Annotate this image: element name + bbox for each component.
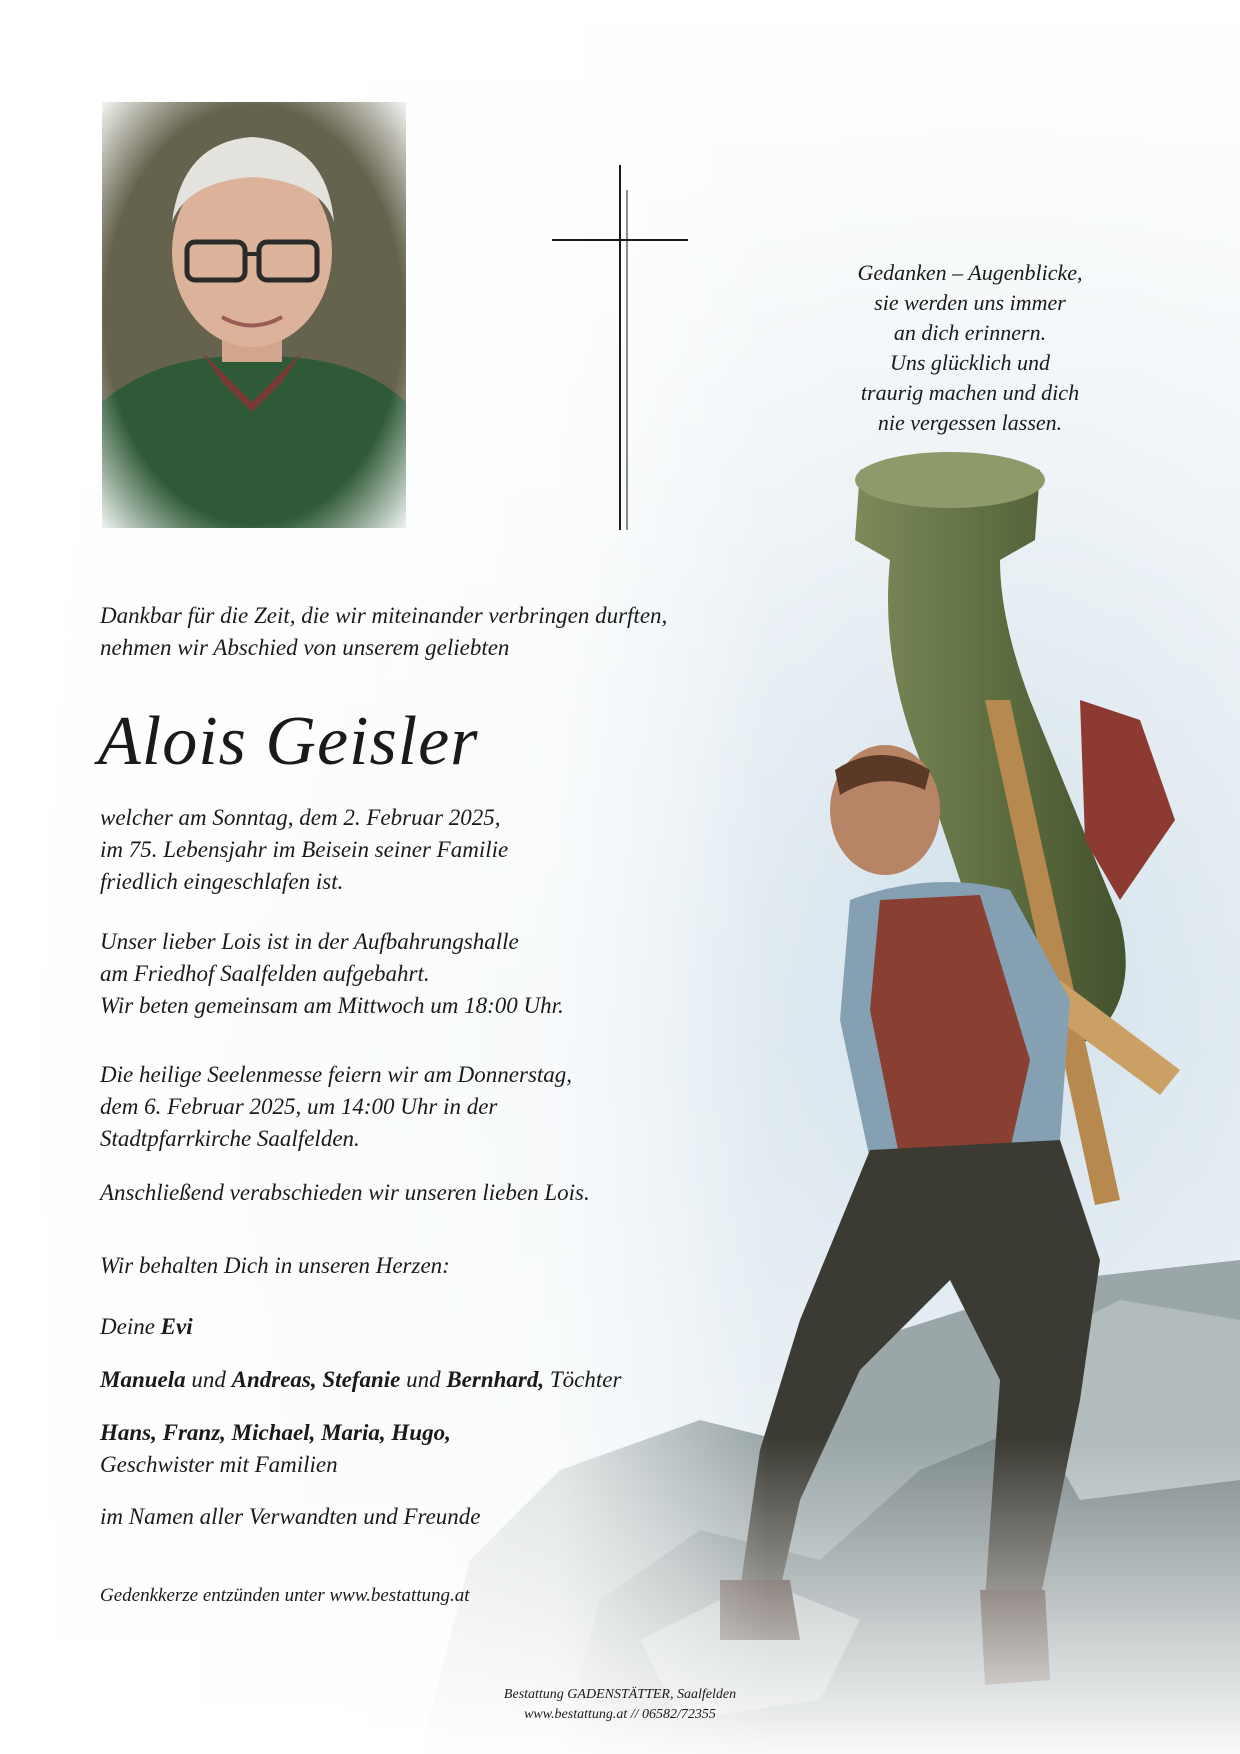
funeral-home-contact[interactable]: www.bestattung.at // 06582/72355 [524, 1707, 716, 1722]
daughter-name: Manuela [100, 1367, 186, 1392]
mass-line: dem 6. Februar 2025, um 14:00 Uhr in der [100, 1094, 498, 1119]
cross-icon [552, 165, 688, 530]
viewing-line: am Friedhof Saalfelden aufgebahrt. [100, 961, 430, 986]
death-notice-line: welcher am Sonntag, dem 2. Februar 2025, [100, 805, 501, 830]
conjunction: und [191, 1367, 226, 1392]
mass-info [100, 1059, 820, 1155]
death-notice-line: im 75. Lebensjahr im Beisein seiner Familie [100, 837, 509, 862]
portrait-photo [102, 102, 406, 528]
intro-text [100, 600, 860, 664]
poem-line: Uns glücklich und [889, 350, 1051, 375]
deceased-name: Alois Geisler [98, 703, 479, 780]
intro-line: nehmen wir Abschied von unserem geliebten [100, 635, 510, 660]
farewell-line: Anschließend verabschieden wir unseren lieben Lois. [100, 1180, 590, 1205]
poem [780, 258, 1160, 438]
wife-name: Evi [160, 1314, 193, 1339]
mass-line: Die heilige Seelenmesse feiern wir am Donnerstag, [100, 1062, 573, 1087]
mass-line: Stadtpfarrkirche Saalfelden. [100, 1126, 360, 1151]
viewing-info [100, 926, 820, 1022]
daughter-name: Stefanie [322, 1367, 401, 1392]
viewing-line: Wir beten gemeinsam am Mittwoch um 18:00 Uhr. [100, 993, 564, 1018]
intro-line: Dankbar für die Zeit, die wir miteinander verbringen durften, [100, 603, 668, 628]
mourner-siblings [100, 1417, 820, 1481]
funeral-home-name: Bestattung GADENSTÄTTER, Saalfelden [503, 1687, 737, 1702]
death-notice [100, 802, 820, 898]
wife-prefix: Deine [100, 1314, 155, 1339]
viewing-line: Unser lieber Lois ist in der Aufbahrungshalle [100, 929, 519, 954]
conjunction: und [406, 1367, 441, 1392]
hearts-line: Wir behalten Dich in unseren Herzen: [100, 1253, 450, 1278]
relation-label: Geschwister mit Familien [100, 1452, 338, 1477]
hearts-text [100, 1250, 820, 1282]
mourner-daughters [100, 1364, 820, 1396]
poem-line: Gedanken – Augenblicke, [857, 260, 1083, 285]
death-notice-line: friedlich eingeschlafen ist. [100, 869, 344, 894]
poem-line: nie vergessen lassen. [877, 410, 1063, 435]
partner-name: Andreas, [231, 1367, 317, 1392]
poem-line: sie werden uns immer [874, 290, 1066, 315]
sibling-names: Hans, Franz, Michael, Maria, Hugo, [100, 1420, 451, 1445]
poem-line: an dich erinnern. [893, 320, 1047, 345]
poem-line: traurig machen und dich [860, 380, 1080, 405]
others-line: im Namen aller Verwandten und Freunde [100, 1504, 481, 1529]
mourner-others [100, 1501, 820, 1533]
relation-label: Töchter [549, 1367, 622, 1392]
mourner-wife [100, 1311, 820, 1343]
farewell-text [100, 1177, 820, 1209]
memorial-candle-link[interactable]: Gedenkkerze entzünden unter www.bestattung.at [100, 1585, 470, 1606]
partner-name: Bernhard, [446, 1367, 545, 1392]
